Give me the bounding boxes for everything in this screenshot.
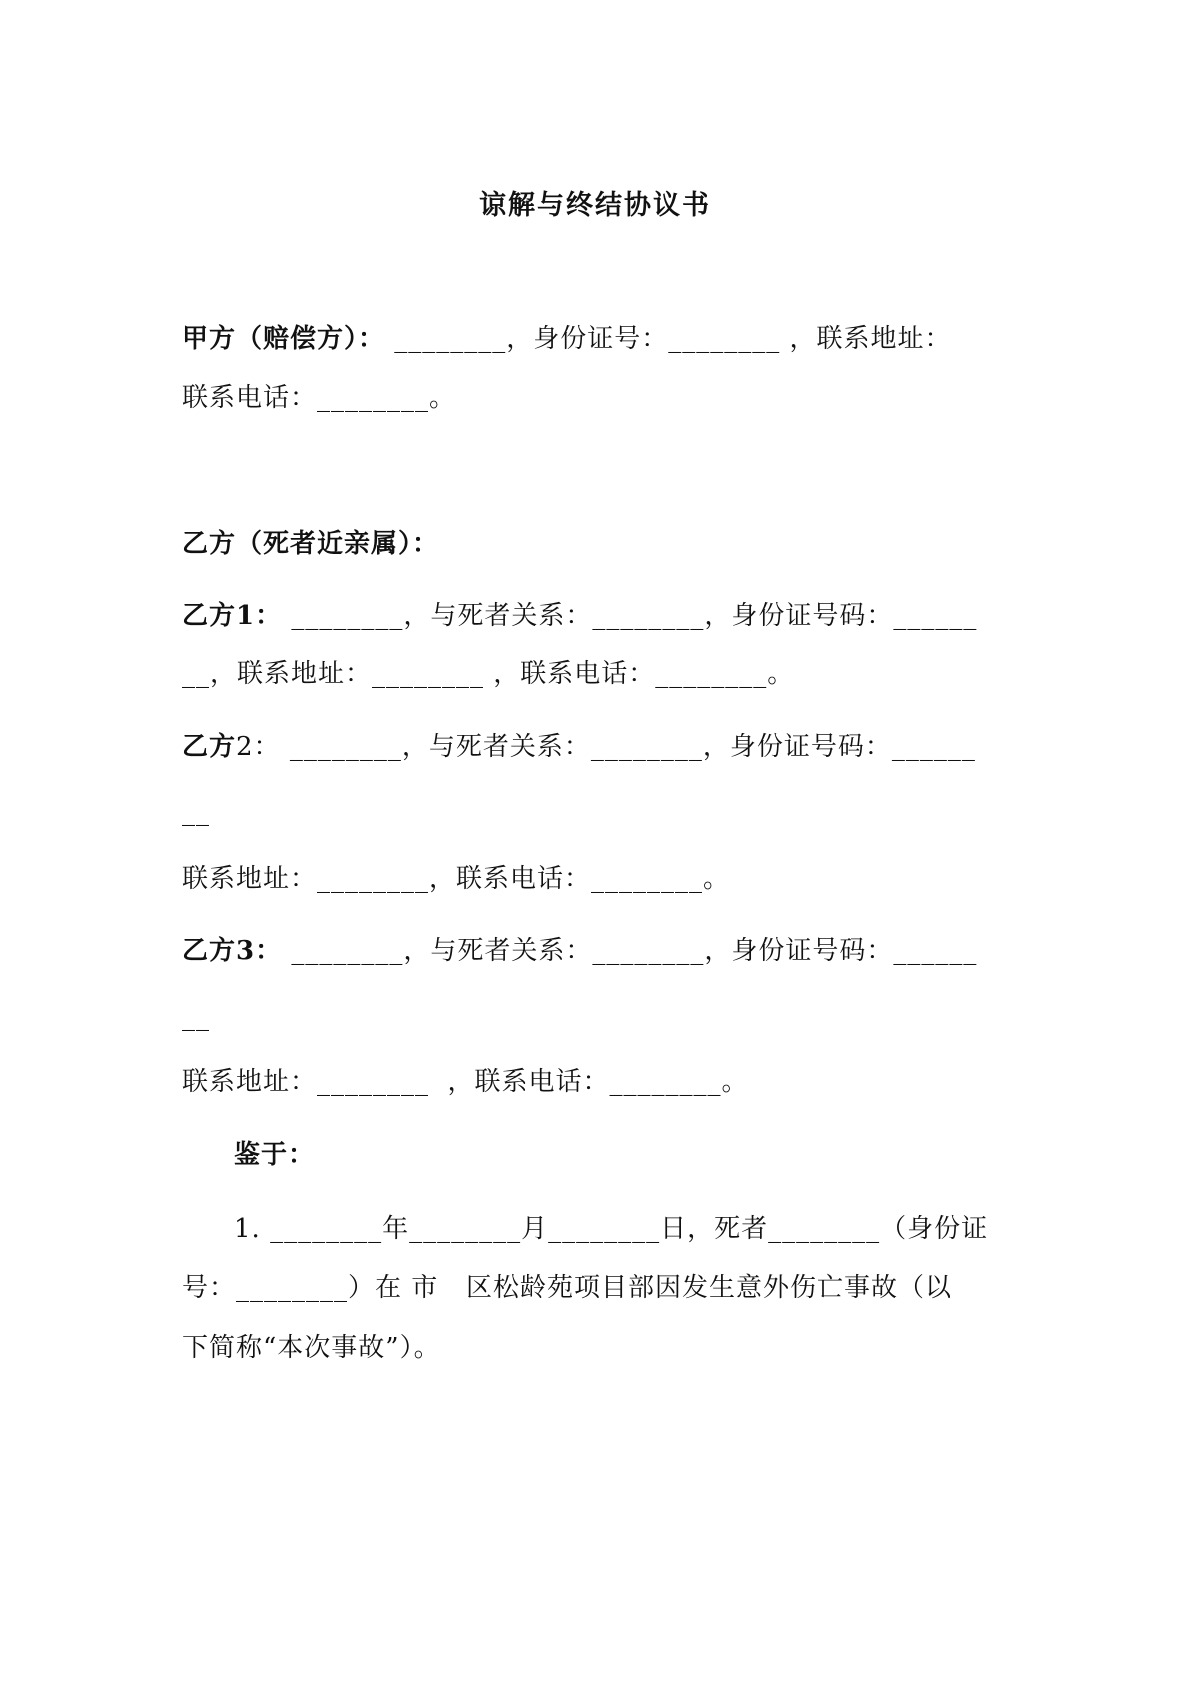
party-b-heading: 乙方（死者近亲属）：: [182, 529, 440, 559]
party-b1-fields: ________，与死者关系：________，身份证号码：______: [282, 601, 978, 631]
party-b2-label: 乙方: [182, 732, 237, 762]
party-a-line-2: 联系电话：________。: [182, 383, 457, 413]
party-b1-line-1: [182, 598, 977, 634]
party-b1-line-2: __，联系地址：________ ，联系电话：________。: [182, 659, 795, 689]
party-b3-label: 乙方3：: [182, 936, 283, 966]
party-a-line-1: [182, 321, 952, 357]
party-b3-line-1: [182, 933, 977, 969]
party-b2-fields: ________，与死者关系：________，身份证号码：______: [280, 732, 976, 762]
party-b2-line-3: 联系地址：________，联系电话：________。: [182, 864, 731, 894]
party-a-label: 甲方（赔偿方）：: [182, 324, 386, 354]
whereas-item-1-line-1: 1. ________年________月________日，死者________（身份证: [234, 1214, 989, 1244]
whereas-item-1-line-3: 下简称“本次事故”）。: [182, 1333, 441, 1363]
party-a-fields: ________，身份证号：________ ，联系地址：: [385, 324, 952, 354]
whereas-heading: 鉴于：: [234, 1140, 316, 1170]
party-b2-label-number: 2：: [236, 732, 281, 762]
party-b3-line-3: 联系地址：________ ，联系电话：________。: [182, 1067, 749, 1097]
whereas-item-1-line-2: 号：________）在 市 区松龄苑项目部因发生意外伤亡事故（以: [182, 1273, 953, 1303]
document-title: 谅解与终结协议书: [479, 190, 711, 221]
party-b2-line-2: __: [182, 797, 210, 827]
party-b3-line-2: __: [182, 1002, 210, 1032]
party-b2-line-1: [182, 729, 976, 765]
party-b1-label: 乙方1：: [182, 601, 283, 631]
party-b3-fields: ________，与死者关系：________，身份证号码：______: [282, 936, 978, 966]
